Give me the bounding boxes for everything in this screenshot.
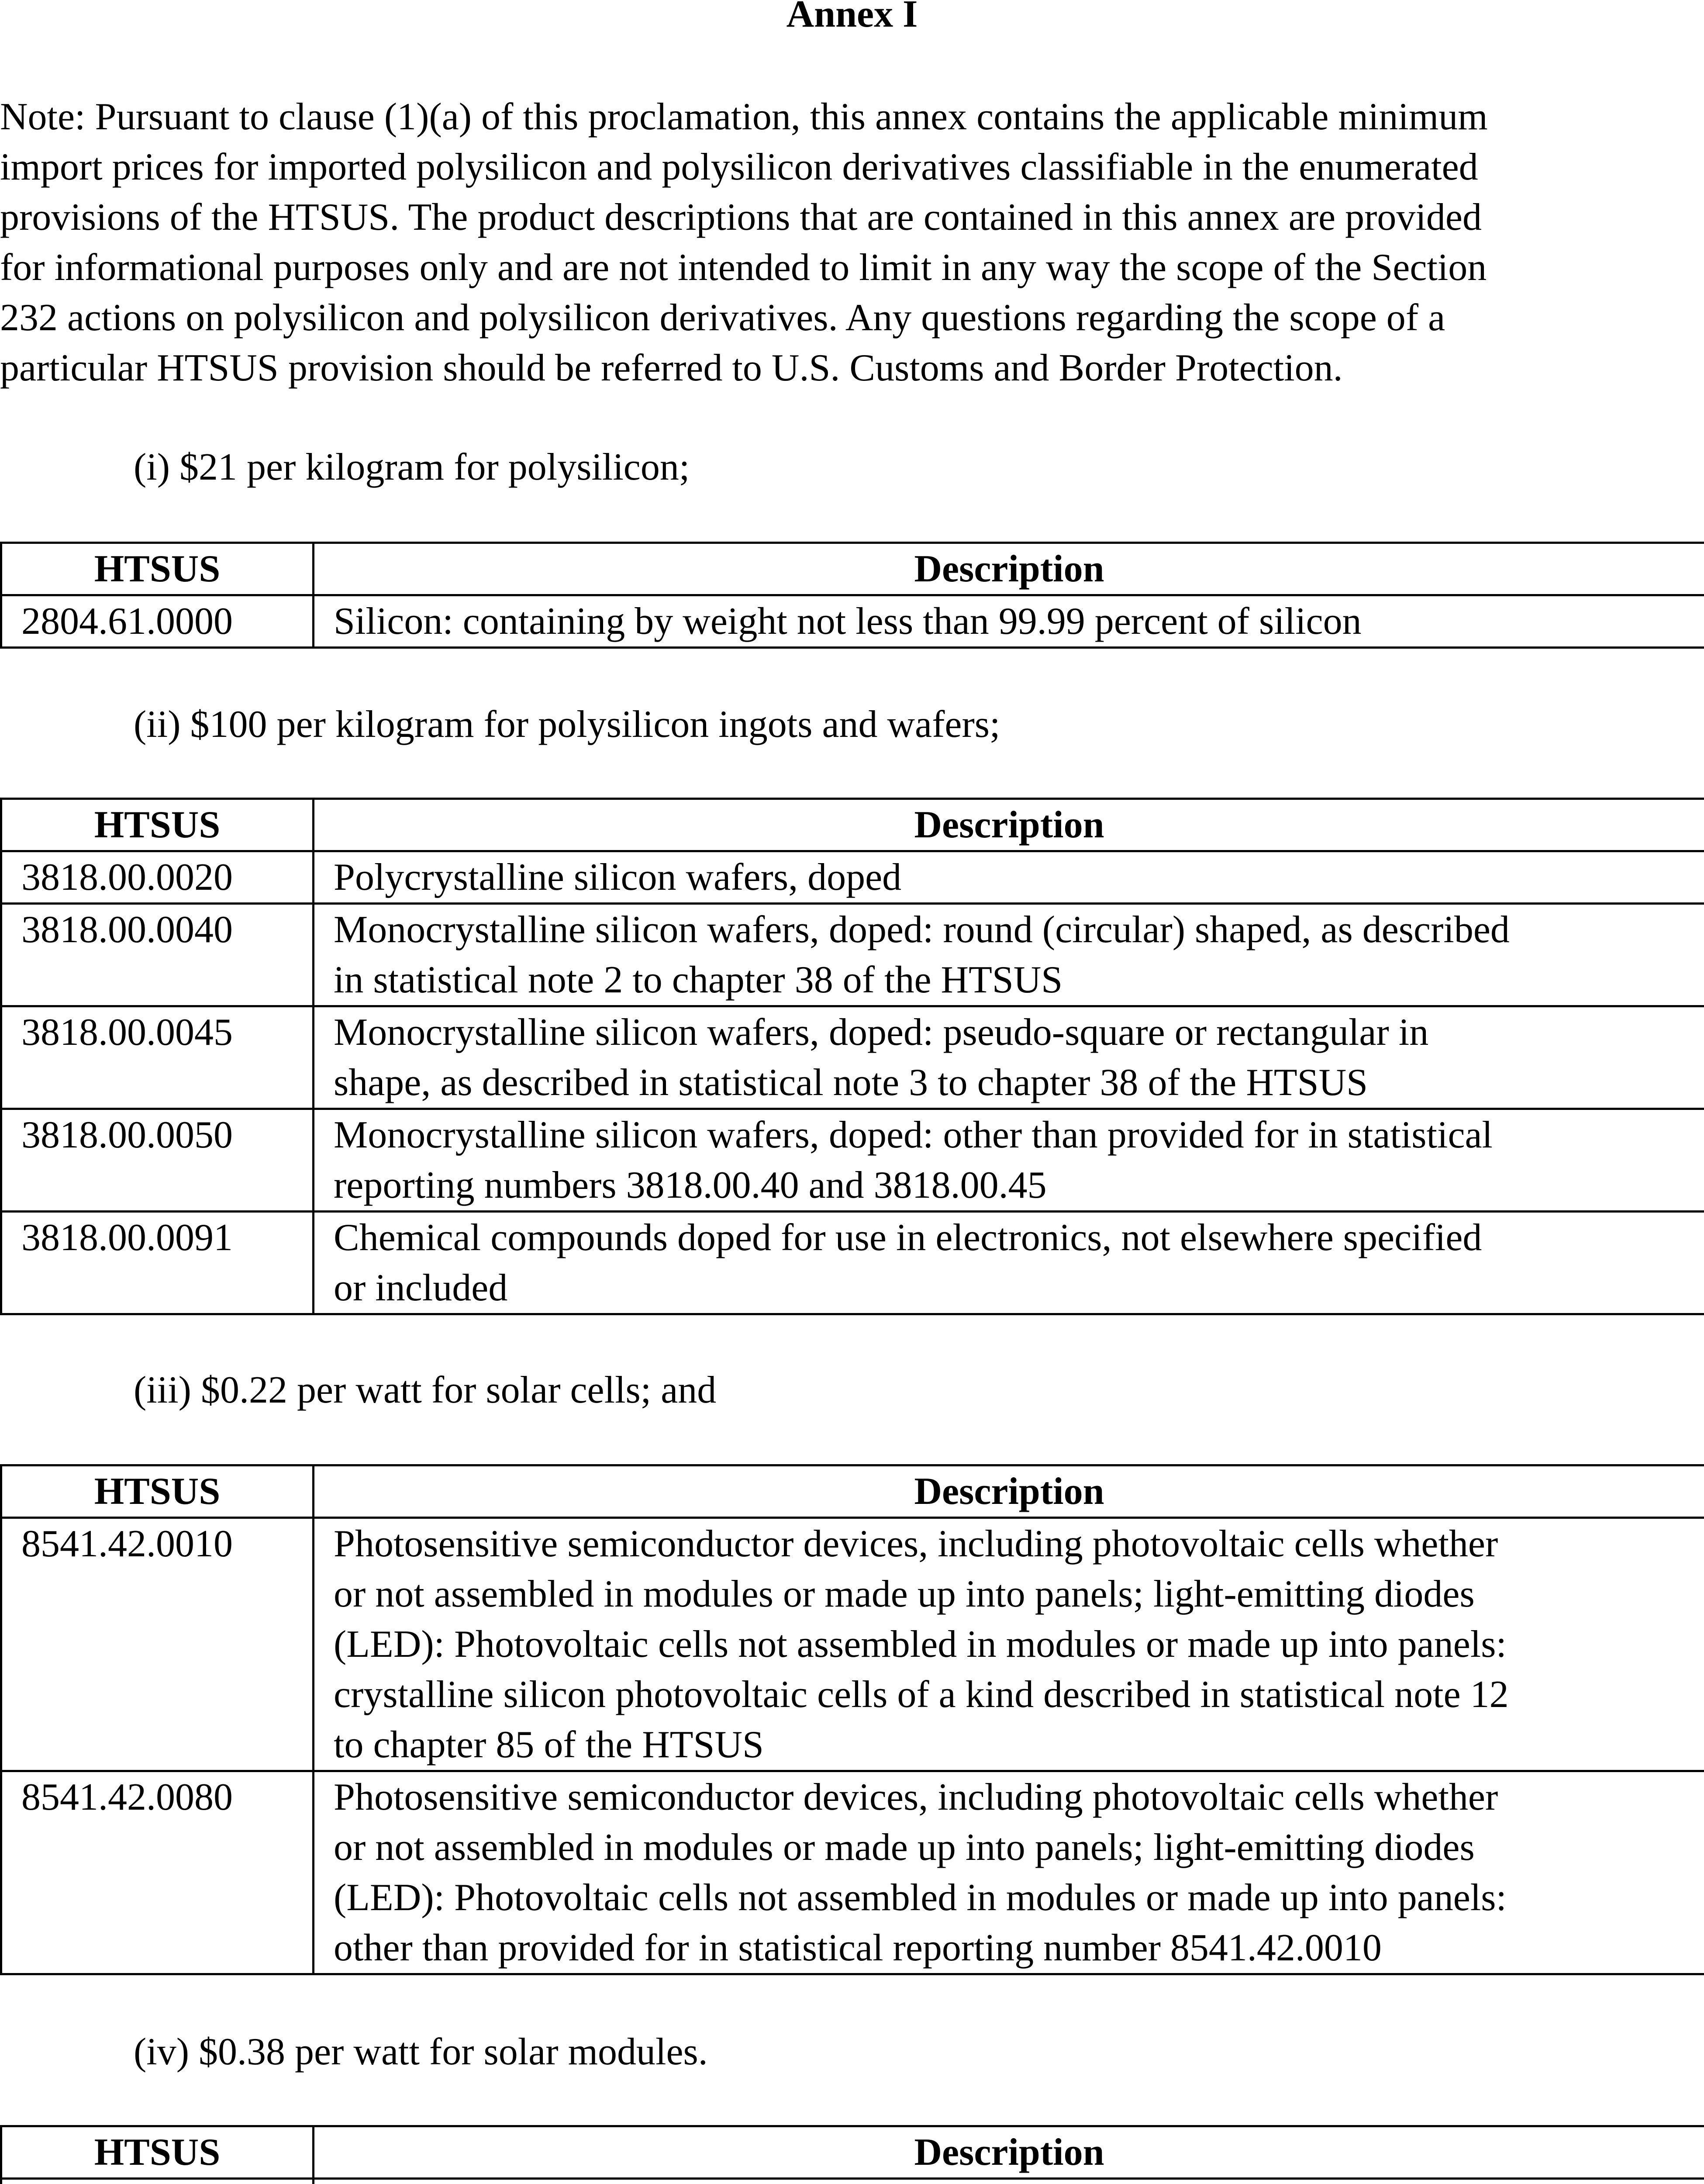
section-label-iii: (iii) $0.22 per watt for solar cells; and xyxy=(134,1369,717,1411)
description-line: Silicon: containing by weight not less than 99.99 percent of silicon xyxy=(334,600,1362,643)
description-line: or not assembled in modules or made up into panels; light-emitting diodes xyxy=(334,1573,1475,1615)
htsus-table-iii xyxy=(0,1464,1704,1975)
htsus-code: 3818.00.0050 xyxy=(1,1109,314,1212)
note-line: 232 actions on polysilicon and polysilicon derivatives. Any questions regarding the scope of a xyxy=(0,297,1445,339)
description-line: or included xyxy=(334,1267,508,1309)
note-line: import prices for imported polysilicon and polysilicon derivatives classifiable in the enumerated xyxy=(0,146,1478,188)
table-header-row xyxy=(1,1465,1704,1518)
description-line: other than provided for in statistical reporting number 8541.42.0010 xyxy=(334,1927,1382,1969)
note-line: Note: Pursuant to clause (1)(a) of this proclamation, this annex contains the applicable minimum xyxy=(0,96,1488,138)
htsus-column-header: HTSUS xyxy=(1,543,314,595)
note-line: for informational purposes only and are not intended to limit in any way the scope of the Section xyxy=(0,246,1487,289)
htsus-table-i xyxy=(0,542,1704,649)
description-cell xyxy=(314,1006,1704,1109)
htsus-column-header: HTSUS xyxy=(1,2126,314,2179)
description-line xyxy=(334,2180,1704,2184)
description-line: (LED): Photovoltaic cells not assembled in modules or made up into panels: xyxy=(334,1623,1507,1666)
description-cell xyxy=(314,904,1704,1006)
description-column-header: Description xyxy=(314,543,1704,595)
table-header-row xyxy=(1,543,1704,595)
description-cell xyxy=(314,1771,1704,1974)
description-column-header: Description xyxy=(314,799,1704,851)
section-label-iv: (iv) $0.38 per watt for solar modules. xyxy=(134,2031,708,2073)
htsus-code: 3818.00.0040 xyxy=(1,904,314,1006)
description-line: (LED): Photovoltaic cells not assembled in modules or made up into panels: xyxy=(334,1876,1507,1919)
description-line: to chapter 85 of the HTSUS xyxy=(334,1724,764,1766)
description-cell xyxy=(314,1212,1704,1314)
htsus-code: 3818.00.0045 xyxy=(1,1006,314,1109)
description-column-header: Description xyxy=(314,1465,1704,1518)
description-line: crystalline silicon photovoltaic cells of a kind described in statistical note 12 xyxy=(334,1673,1509,1716)
table-row xyxy=(1,1006,1704,1109)
htsus-code xyxy=(1,2179,314,2184)
table-row xyxy=(1,1212,1704,1314)
description-cell xyxy=(314,595,1704,648)
htsus-code: 2804.61.0000 xyxy=(1,595,314,648)
description-line: Monocrystalline silicon wafers, doped: pseudo-square or rectangular in xyxy=(334,1011,1429,1054)
description-cell xyxy=(314,2179,1704,2184)
description-line: reporting numbers 3818.00.40 and 3818.00.45 xyxy=(334,1164,1047,1206)
description-cell xyxy=(314,1109,1704,1212)
note-line: particular HTSUS provision should be referred to U.S. Customs and Border Protection. xyxy=(0,347,1343,389)
description-line: Polycrystalline silicon wafers, doped xyxy=(334,856,902,898)
htsus-table-ii xyxy=(0,798,1704,1315)
htsus-code: 8541.42.0080 xyxy=(1,1771,314,1974)
table-row xyxy=(1,1771,1704,1974)
description-line: Monocrystalline silicon wafers, doped: other than provided for in statistical xyxy=(334,1114,1493,1156)
section-label-i: (i) $21 per kilogram for polysilicon; xyxy=(134,446,690,488)
description-cell xyxy=(314,1518,1704,1771)
htsus-column-header: HTSUS xyxy=(1,799,314,851)
description-line: or not assembled in modules or made up into panels; light-emitting diodes xyxy=(334,1826,1475,1869)
description-line: shape, as described in statistical note 3 to chapter 38 of the HTSUS xyxy=(334,1061,1368,1104)
description-line: Monocrystalline silicon wafers, doped: round (circular) shaped, as described xyxy=(334,909,1510,951)
description-cell xyxy=(314,851,1704,904)
table-header-row xyxy=(1,799,1704,851)
description-line: Photosensitive semiconductor devices, including photovoltaic cells whether xyxy=(334,1523,1498,1565)
annex-note xyxy=(0,92,1704,393)
description-line: Photosensitive semiconductor devices, including photovoltaic cells whether xyxy=(334,1776,1498,1818)
table-row xyxy=(1,595,1704,648)
section-label-ii: (ii) $100 per kilogram for polysilicon ingots and wafers; xyxy=(134,703,1000,746)
description-line: in statistical note 2 to chapter 38 of the HTSUS xyxy=(334,959,1063,1001)
table-header-row xyxy=(1,2126,1704,2179)
htsus-code: 3818.00.0091 xyxy=(1,1212,314,1314)
htsus-table-iv xyxy=(0,2125,1704,2184)
annex-title: Annex I xyxy=(786,0,918,35)
table-row xyxy=(1,2179,1704,2184)
table-row xyxy=(1,1518,1704,1771)
description-line: Chemical compounds doped for use in electronics, not elsewhere specified xyxy=(334,1216,1482,1259)
note-line: provisions of the HTSUS. The product descriptions that are contained in this annex are provided xyxy=(0,196,1482,238)
htsus-code: 8541.42.0010 xyxy=(1,1518,314,1771)
table-row xyxy=(1,851,1704,904)
htsus-code: 3818.00.0020 xyxy=(1,851,314,904)
description-column-header: Description xyxy=(314,2126,1704,2179)
htsus-column-header: HTSUS xyxy=(1,1465,314,1518)
table-row xyxy=(1,904,1704,1006)
table-row xyxy=(1,1109,1704,1212)
